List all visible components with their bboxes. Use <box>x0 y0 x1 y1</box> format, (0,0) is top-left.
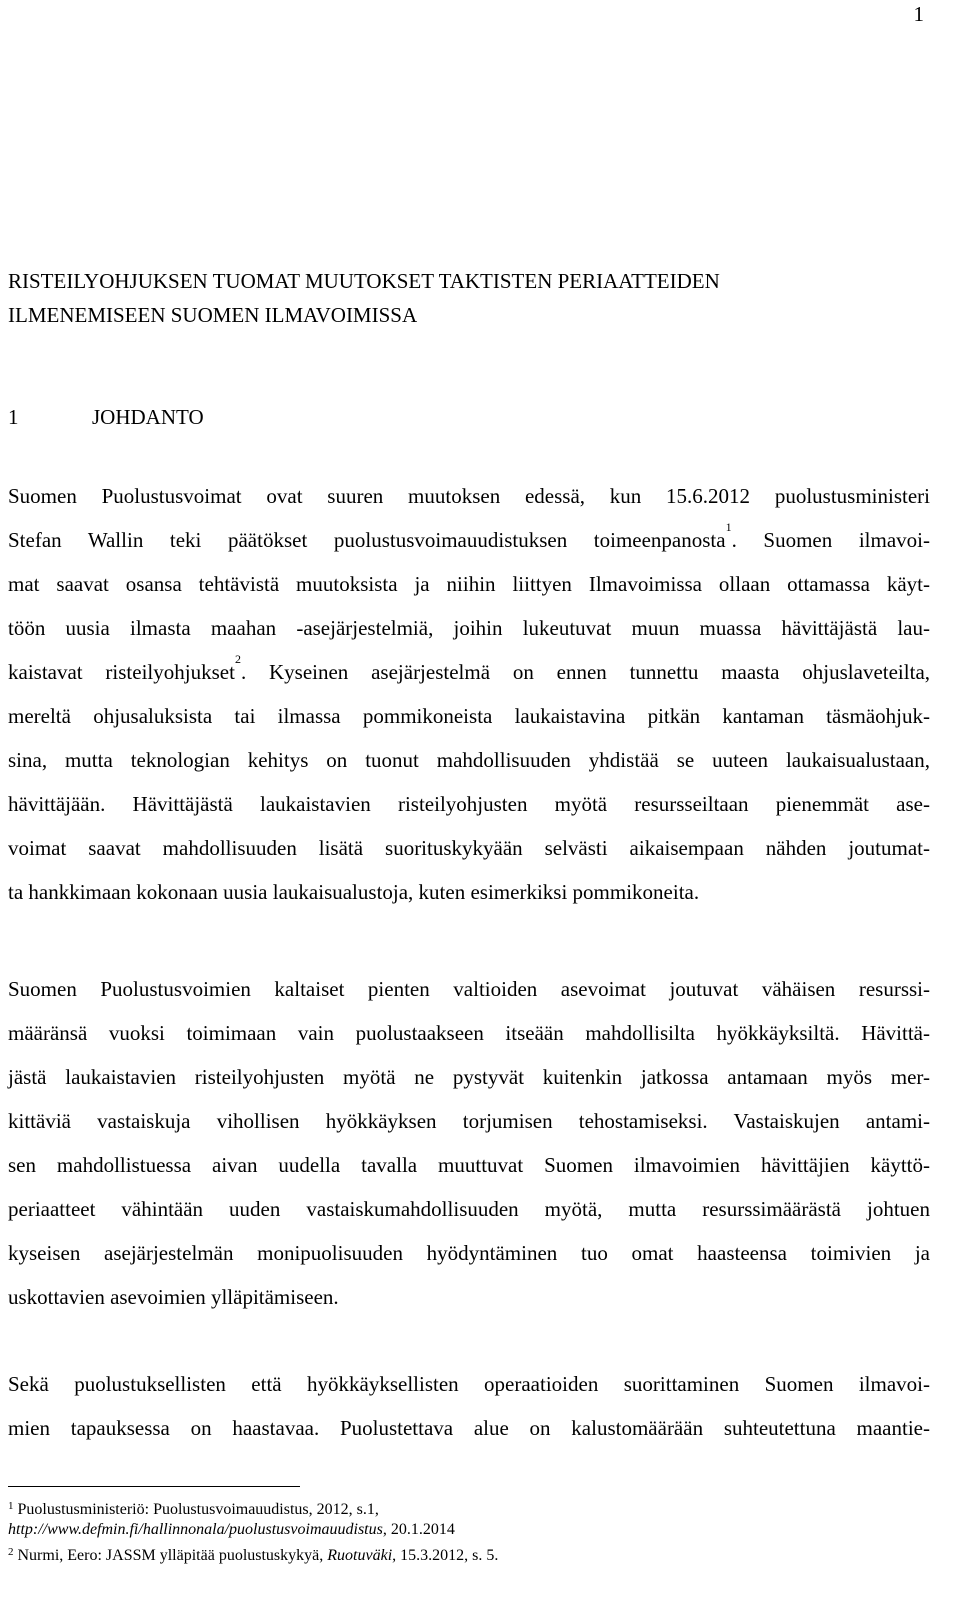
footnote-2 <box>8 1546 938 1566</box>
paragraph-3-line: Sekä puolustuksellisten että hyökkäyksellisten operaatioiden suorittaminen Suomen ilmavoi- <box>8 1372 930 1396</box>
paragraph-2-line: Suomen Puolustusvoimien kaltaiset pienten valtioiden asevoimat joutuvat vähäisen resurssi- <box>8 977 930 1001</box>
paragraph-3 <box>8 1362 930 1450</box>
paragraph-1-line: voimat saavat mahdollisuuden lisätä suorituskykyään selvästi aikaisempaan nähden joutumat- <box>8 836 930 860</box>
page-number: 1 <box>913 2 924 26</box>
footnote-2-text-end: , 15.3.2012, s. 5. <box>392 1547 499 1564</box>
section-heading <box>8 405 204 430</box>
section-title: JOHDANTO <box>92 405 204 429</box>
footnote-2-mark: 2 <box>8 1546 14 1558</box>
footnote-2-source: Ruotuväki <box>327 1547 393 1564</box>
paragraph-1-line: hävittäjään. Hävittäjästä laukaistavien risteilyohjusten myötä resursseiltaan pienemmät ase- <box>8 792 930 816</box>
paragraph-2-line: kyseisen asejärjestelmän monipuolisuuden hyödyntäminen tuo omat haasteensa toimivien ja <box>8 1241 930 1265</box>
paragraph-1-line: töön uusia ilmasta maahan -asejärjestelmiä, joihin lukeutuvat muun muassa hävittäjästä lau- <box>8 616 930 640</box>
footnote-1-link[interactable]: http://www.defmin.fi/hallinnonala/puolustusvoimauudistus <box>8 1521 383 1538</box>
footnote-divider <box>8 1486 300 1487</box>
paragraph-2-line: sen mahdollistuessa aivan uudella tavalla muuttuvat Suomen ilmavoimien hävittäjien käyttö- <box>8 1153 930 1177</box>
document-title <box>8 264 938 332</box>
section-number: 1 <box>8 405 19 429</box>
text-run: kaistavat risteilyohjukset <box>8 660 235 684</box>
footnote-1 <box>8 1500 938 1540</box>
paragraph-2-line: uskottavien asevoimien ylläpitämiseen. <box>8 1285 339 1309</box>
paragraph-1-line: mat saavat osansa tehtävistä muutoksista ja niihin liittyen Ilmavoimissa ollaan ottamassa käyt- <box>8 572 930 596</box>
footnote-ref-2: 2 <box>234 652 241 666</box>
paragraph-2-line: määränsä vuoksi toimimaan vain puolustaakseen itseään mahdollisilta hyökkäyksiltä. Hävittä- <box>8 1021 930 1045</box>
paragraph-1-line: sina, mutta teknologian kehitys on tuonut mahdollisuuden yhdistää se uuteen laukaisualustaan, <box>8 748 930 772</box>
paragraph-1-line: mereltä ohjusaluksista tai ilmassa pommikoneista laukaistavina pitkän kantaman täsmäohjuk- <box>8 704 930 728</box>
paragraph-1-line: Suomen Puolustusvoimat ovat suuren muutoksen edessä, kun 15.6.2012 puolustusministeri <box>8 484 930 508</box>
footnote-2-text: Nurmi, Eero: JASSM ylläpitää puolustuskykyä, <box>17 1547 328 1564</box>
paragraph-3-line: mien tapauksessa on haastavaa. Puolustettava alue on kalustomäärään suhteutettuna maantie- <box>8 1416 930 1440</box>
text-run: . Suomen ilmavoi- <box>731 528 930 552</box>
title-line-1: RISTEILYOHJUKSEN TUOMAT MUUTOKSET TAKTISTEN PERIAATTEIDEN <box>8 269 720 293</box>
paragraph-2 <box>8 967 930 1319</box>
footnote-1-text: Puolustusministeriö: Puolustusvoimauudistus, 2012, s.1, <box>17 1501 379 1518</box>
text-run: Stefan Wallin teki päätökset puolustusvoimauudistuksen toimeenpanosta <box>8 528 726 552</box>
text-run: . Kyseinen asejärjestelmä on ennen tunnettu maasta ohjuslaveteilta, <box>240 660 931 684</box>
footnote-1-mark: 1 <box>8 1500 14 1512</box>
paragraph-2-line: periaatteet vähintään uuden vastaiskumahdollisuuden myötä, mutta resurssimäärästä johtuen <box>8 1197 930 1221</box>
title-line-2: ILMENEMISEEN SUOMEN ILMAVOIMISSA <box>8 303 418 327</box>
footnote-ref-1: 1 <box>725 520 732 534</box>
paragraph-1-line <box>8 518 930 562</box>
paragraph-1 <box>8 474 930 914</box>
paragraph-2-line: jästä laukaistavien risteilyohjusten myötä ne pystyvät kuitenkin jatkossa antamaan myös mer- <box>8 1065 930 1089</box>
footnote-1-date: , 20.1.2014 <box>382 1521 455 1538</box>
paragraph-1-line <box>8 650 930 694</box>
paragraph-2-line: kittäviä vastaiskuja vihollisen hyökkäyksen torjumisen tehostamiseksi. Vastaiskujen antami- <box>8 1109 930 1133</box>
paragraph-1-line: ta hankkimaan kokonaan uusia laukaisualustoja, kuten esimerkiksi pommikoneita. <box>8 880 700 904</box>
